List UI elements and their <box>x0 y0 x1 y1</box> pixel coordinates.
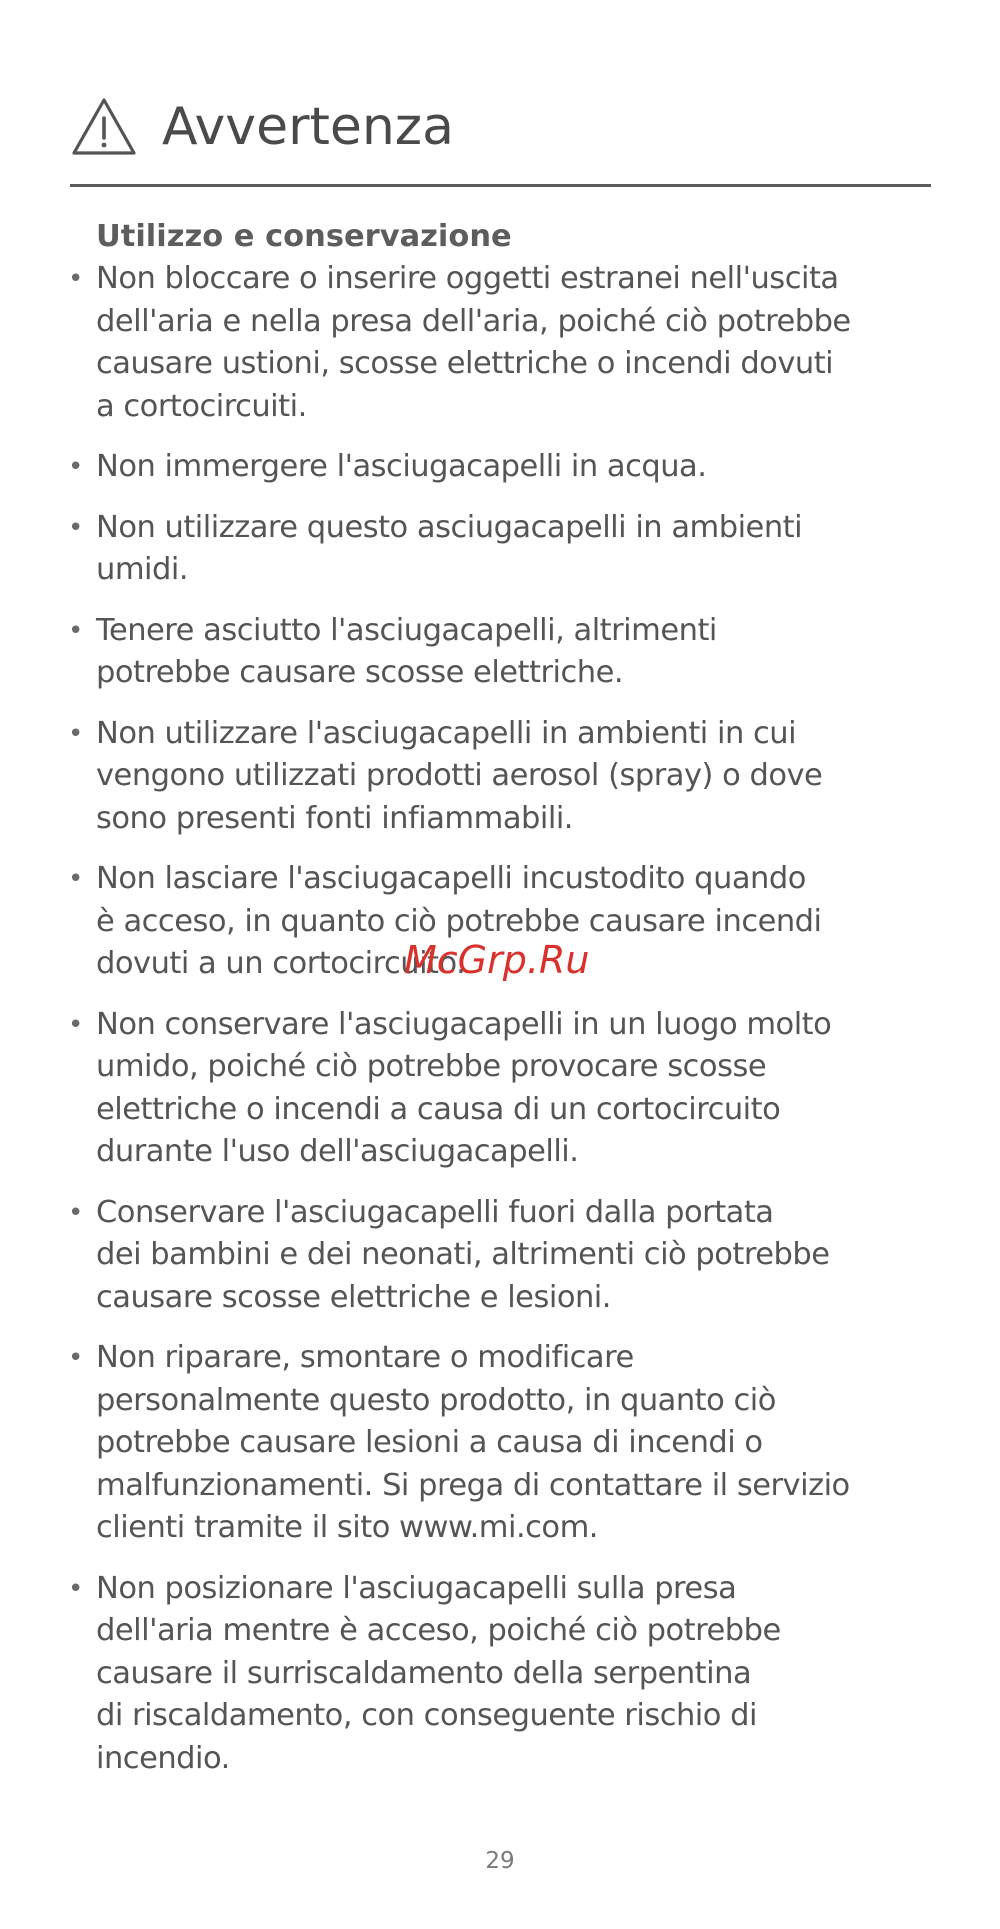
list-item <box>96 446 956 489</box>
list-item-text: • Non lasciare l'asciugacapelli incustodito quando è acceso, in quanto ciò potrebbe causare incendi dovuti a un cortocircuito. <box>96 861 822 981</box>
list-item <box>96 1568 956 1781</box>
list-item <box>96 1192 956 1320</box>
page-title: Avvertenza <box>162 97 454 157</box>
section-heading: Utilizzo e conservazione <box>96 219 512 254</box>
list-item-text: • Non bloccare o inserire oggetti estranei nell'uscita dell'aria e nella presa dell'aria, poiché ciò potrebbe causare ustioni, scosse elettriche o incendi dovuti a cortocircuiti. <box>96 261 851 424</box>
list-item-text: • Non utilizzare questo asciugacapelli in ambienti umidi. <box>96 509 803 587</box>
list-item <box>96 713 956 841</box>
list-item <box>96 1337 956 1550</box>
list-item-text: • Non immergere l'asciugacapelli in acqua. <box>96 449 707 484</box>
title-divider <box>70 184 931 187</box>
warning-triangle-icon <box>70 96 138 158</box>
warning-list <box>96 258 956 1798</box>
list-item-text: • Non riparare, smontare o modificare personalmente questo prodotto, in quanto ciò potrebbe causare lesioni a causa di incendi o malfunzionamenti. Si prega di contattare il servizio clienti tramite il sito www.mi.com. <box>96 1340 850 1545</box>
list-item-text: • Non posizionare l'asciugacapelli sulla presa dell'aria mentre è acceso, poiché ciò potrebbe causare il surriscaldamento della serpentina di riscaldamento, con conseguente rischio di incendio. <box>96 1570 781 1776</box>
list-item-text: • Non conservare l'asciugacapelli in un luogo molto umido, poiché ciò potrebbe provocare scosse elettriche o incendi a causa di un cortocircuito durante l'uso dell'asciugacapelli. <box>96 1006 832 1169</box>
list-item-text: • Tenere asciutto l'asciugacapelli, altrimenti potrebbe causare scosse elettriche. <box>96 612 717 690</box>
list-item <box>96 1004 956 1174</box>
list-item-text: • Non utilizzare l'asciugacapelli in ambienti in cui vengono utilizzati prodotti aerosol (spray) o dove sono presenti fonti infiammabili. <box>96 715 823 836</box>
page-number: 29 <box>485 1848 515 1874</box>
list-item <box>96 507 956 592</box>
list-item-text: • Conservare l'asciugacapelli fuori dalla portata dei bambini e dei neonati, altrimenti ciò potrebbe causare scosse elettriche e lesioni. <box>96 1194 830 1315</box>
list-item <box>96 258 956 428</box>
watermark: McGrp.Ru <box>404 938 590 982</box>
page-header <box>70 94 930 164</box>
list-item <box>96 610 956 695</box>
